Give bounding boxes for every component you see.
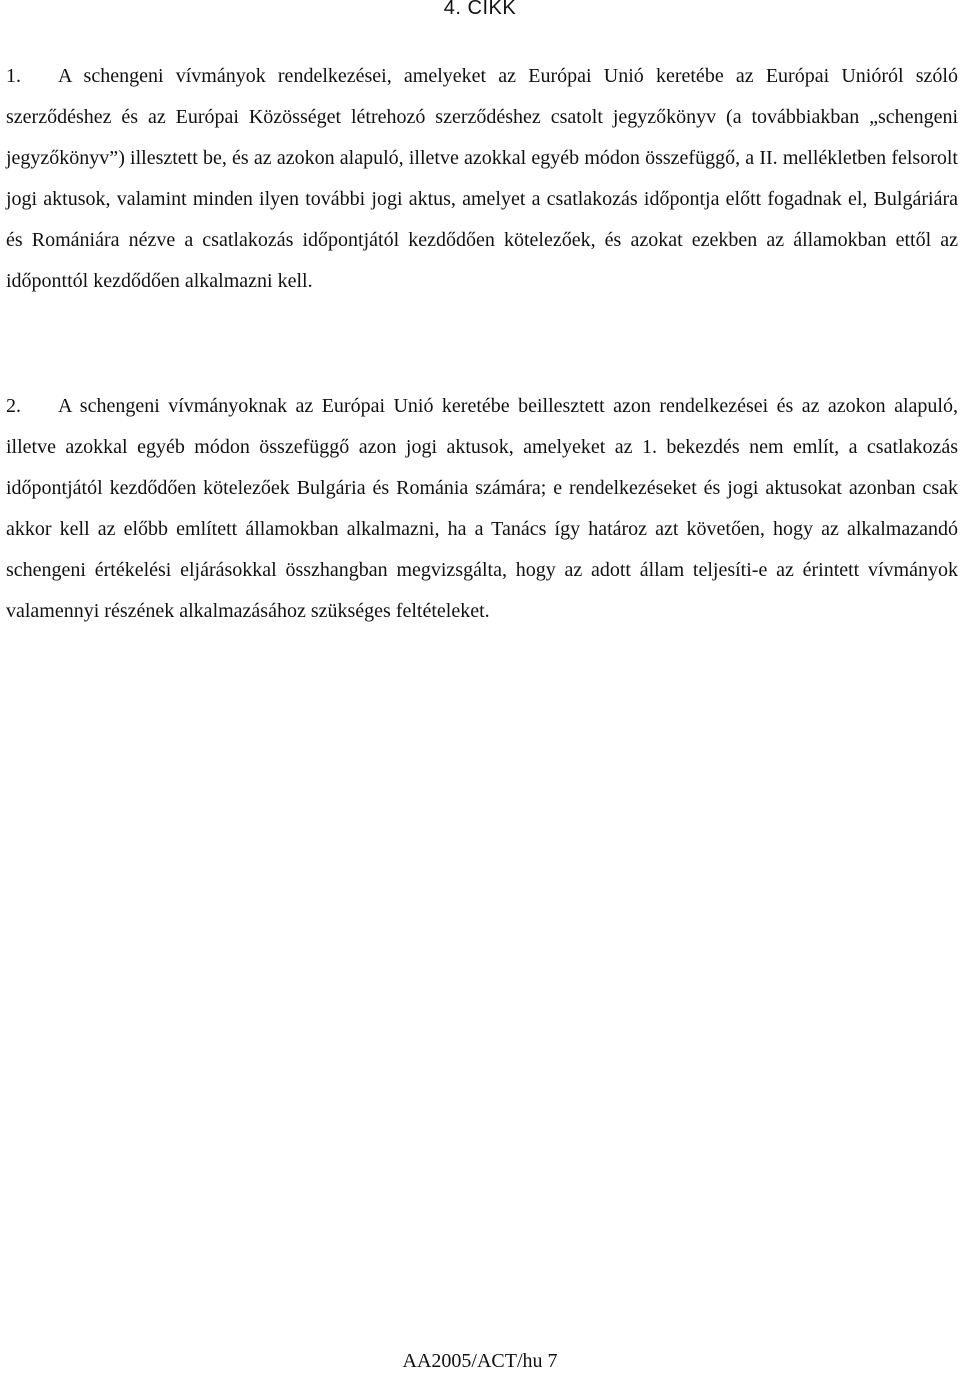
paragraph-number: 1. [6,65,21,87]
paragraph-text: A schengeni vívmányok rendelkezései, amelyeket az Európai Unió keretébe az Európai Unióról szóló szerződéshez és az Európai Közösséget létrehozó szerződéshez csatolt jegyzőkönyv (a továbbiakban „schengeni jegyzőkönyv”) illesztett be, és az azokon alapuló, illetve azokkal egyéb módon összefüggő, a II. mellékletben felsorolt jogi aktusok, valamint minden ilyen további jogi aktus, amelyet a csatlakozás időpontja előtt fogadnak el, Bulgáriára és Romániára nézve a csatlakozás időpontjától kezdődően kötelezőek, és azokat ezekben az államokban ettől az időponttól kezdődően alkalmazni kell. [6,65,958,293]
page-footer: AA2005/ACT/hu 7 [402,1350,558,1372]
article-heading: 4. CIKK [443,0,517,19]
paragraph-text: A schengeni vívmányoknak az Európai Unió keretébe beillesztett azon rendelkezései és az azokon alapuló, illetve azokkal egyéb módon összefüggő azon jogi aktusok, amelyeket az 1. bekezdés nem említ, a csatlakozás időpontjától kezdődően kötelezőek Bulgária és Románia számára; e rendelkezéseket és jogi aktusokat azonban csak akkor kell az előbb említett államokban alkalmazni, ha a Tanács így határoz azt követően, hogy az alkalmazandó schengeni értékelési eljárásokkal összhangban megvizsgálta, hogy az adott állam teljesíti-e az érintett vívmányok valamennyi részének alkalmazásához szükséges feltételeket. [6,395,958,623]
paragraph-1 [6,56,958,303]
paragraph-number: 2. [6,395,21,417]
paragraph-2 [6,386,958,633]
